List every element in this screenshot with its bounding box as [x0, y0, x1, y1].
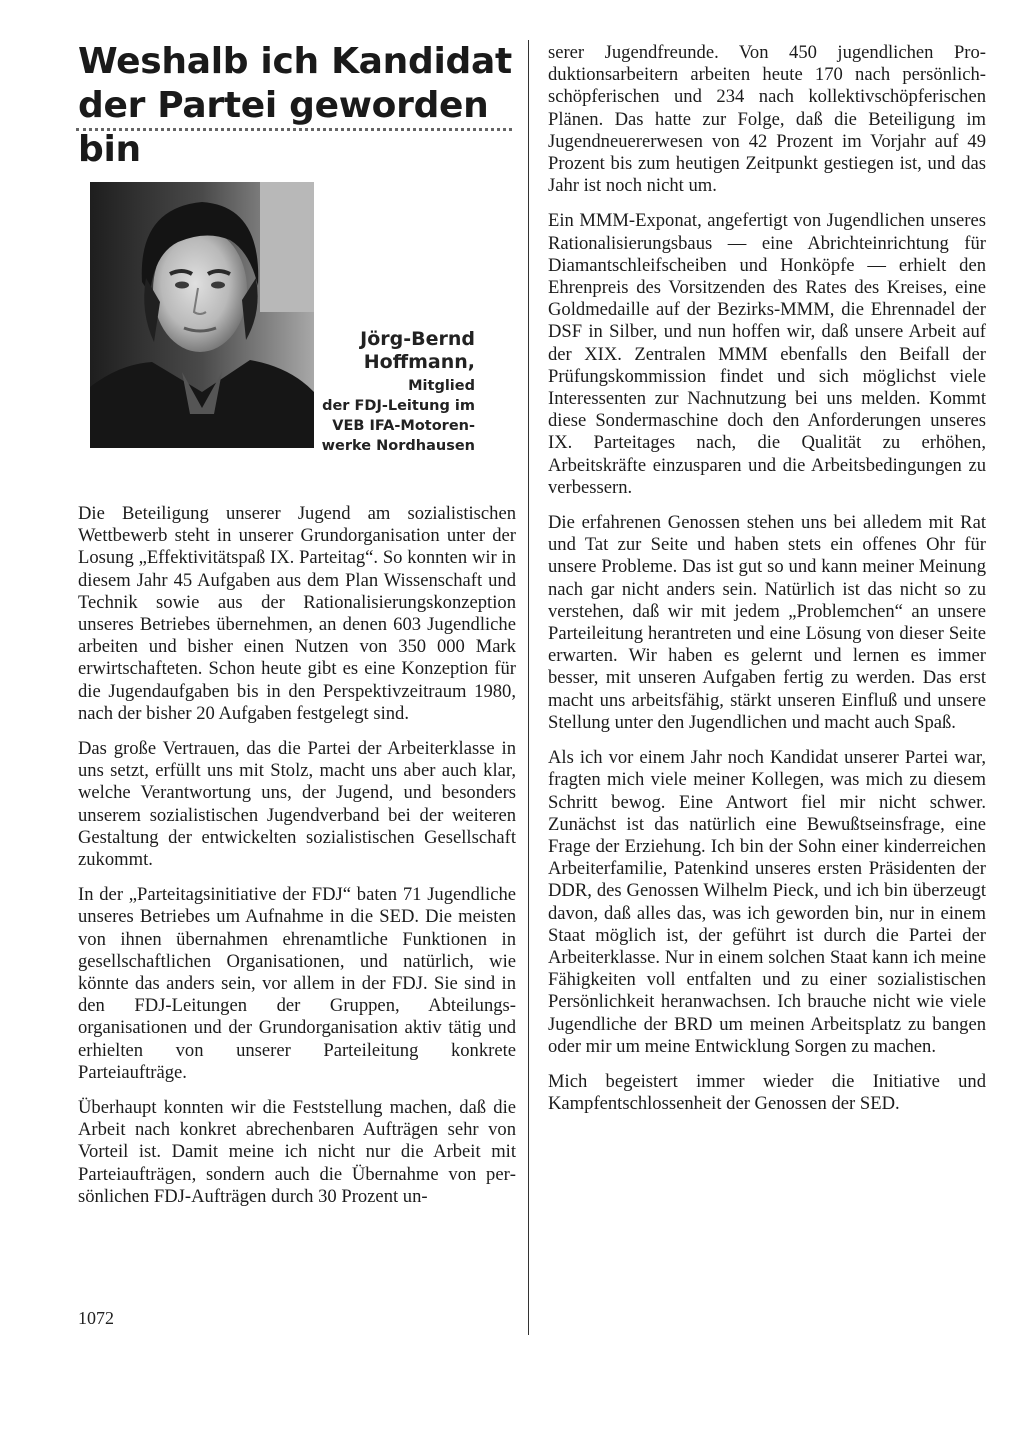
body-paragraph: Ein MMM-Exponat, angefertigt von Jugendlichen unseres Rationalisierungsbaus — eine Abrichteinrichtung für Diamantschleifscheiben und Honköpfe — erhielt den Ehrenpreis des Vorsitzenden des Rates des Kreises, eine Goldmedaille auf der Bezirks-MMM, die Ehrennadel der DSF in Silber, und nun hoffen wir, daß unsere Arbeit auf der XIX. Zentralen MMM ebenfalls den Beifall der Prüfungskommission findet und sich möglichst viele Interessenten zur Nachnutzung bei uns melden. Kommt diese Sondermaschine doch den Anforderungen unseres IX. Parteitages nach, die Qualität zu erhöhen, Arbeitskräfte einzusparen und die Arbeitsbedingungen zu verbessern.: [548, 210, 986, 498]
title-line-1: Weshalb ich Kandidat: [78, 41, 512, 82]
author-name-line-1: Jörg-Bernd: [360, 328, 475, 350]
body-paragraph: serer Jugendfreunde. Von 450 jugendlichen Produktionsarbeitern arbeiten heute 170 nach persönlich-schöpferischen und 234 nach kollektivschöpferischen Plänen. Das hatte zur Folge, daß die Beteiligung im Jugendneuererwesen von 42 Prozent im Vorjahr auf 49 Prozent bis zum heutigen Zeitpunkt gestiegen ist, und das Jahr ist noch nicht um.: [548, 42, 986, 197]
right-text-column: [548, 42, 986, 1128]
author-role-line-1: Mitglied: [408, 378, 475, 394]
author-portrait-photo: [90, 182, 314, 448]
column-divider: [528, 40, 529, 1335]
body-paragraph: Die Beteiligung unserer Jugend am sozialistischen Wettbewerb steht in unserer Grundorganisation unter der Losung „Effektivitätspaß IX. Parteitag“. So konnten wir in diesem Jahr 45 Aufgaben aus dem Plan Wissenschaft und Technik sowie aus der Rationalisierungskonzeption unseres Betriebes übernehmen, an denen 603 Jugendliche arbeiten und bisher einen Nutzen von 350 000 Mark erwirtschafteten. Schon heute gibt es eine Konzeption für die Jugendaufgaben bis in den Perspektivzeitraum 1980, nach der bisher 20 Aufgaben festgelegt sind.: [78, 503, 516, 724]
author-role-line-2: der FDJ-Leitung im: [322, 398, 475, 414]
author-role: [300, 376, 475, 456]
author-caption: [300, 328, 475, 456]
body-paragraph: Mich begeistert immer wieder die Initiative und Kampfentschlossenheit der Genossen der SED.: [548, 1070, 986, 1115]
body-paragraph: Das große Vertrauen, das die Partei der Arbeiterklasse in uns setzt, erfüllt uns mit Stolz, macht uns aber auch klar, welche Verantwortung uns, der Jugend, und besonders unserem sozialistischen Jugendverband bei der weiteren Gestaltung der entwickelten sozialistischen Gesellschaft zukommt.: [78, 738, 516, 871]
body-paragraph: Die erfahrenen Genossen stehen uns bei alledem mit Rat und Tat zur Seite und haben stets ein offenes Ohr für unsere Probleme. Das ist gut so und kann meiner Meinung nach gar nicht anders sein. Natürlich ist das nicht so zu verstehen, daß wir mit jedem „Problemchen“ an unsere Parteileitung herantreten und eine Lösung von dieser Seite erwarten. Wir haben es gelernt und lernen es immer besser, mit unseren Aufgaben fertig zu werden. Das erst macht uns arbeitsfähig, stärkt unseren Einfluß und unsere Stellung unter den Jugendlichen und macht auch Spaß.: [548, 512, 986, 733]
page-number: 1072: [78, 1308, 114, 1328]
author-role-line-3: VEB IFA-Motoren-: [332, 418, 475, 434]
left-text-column: [78, 503, 516, 1221]
body-paragraph: Überhaupt konnten wir die Feststellung machen, daß die Arbeit nach konkret abrechenbaren Aufträgen sehr von Vorteil ist. Damit meine ich nicht nur die Arbeit mit Parteiaufträgen, sondern auch die Übernahme von persönlichen FDJ-Aufträgen durch 30 Prozent un-: [78, 1097, 516, 1207]
body-paragraph: Als ich vor einem Jahr noch Kandidat unserer Partei war, fragten mich viele meiner Kollegen, was mich zu diesem Schritt bewog. Eine Antwort fiel mir nicht schwer. Zunächst ist das natürlich eine Bewußtseinsfrage, eine Frage der Erziehung. Ich bin der Sohn einer kinderreichen Arbeiterfamilie, Patenkind unseres ersten Präsidenten der DDR, des Genossen Wilhelm Pieck, und ich bin überzeugt davon, daß alles das, was ich geworden bin, nur in einem Staat möglich ist, der geführt ist durch die Partei der Arbeiterklasse. Nur in einem solchen Staat kann ich meine Fähigkeiten voll entfalten und zu einer sozialistischen Persönlichkeit heranwachsen. Ich brauche nicht wie viele Jugendliche der BRD um meinen Arbeitsplatz zu bangen oder mir um meine Entwicklung Sorgen zu machen.: [548, 747, 986, 1057]
article-title: [78, 40, 518, 172]
author-name: [300, 328, 475, 374]
body-paragraph: In der „Parteitagsinitiative der FDJ“ baten 71 Jugendliche unseres Betriebes um Aufnahme in die SED. Die meisten von ihnen übernahmen ehrenamtliche Funktionen in gesellschaftlichen Organisationen, und natürlich, wie könnte das anders sein, vor allem in der FDJ. Sie sind in den FDJ-Leitungen der Gruppen, Abteilungsorganisationen und der Grundorganisation aktiv tätig und erhielten von unserer Parteileitung konkrete Parteiaufträge.: [78, 884, 516, 1083]
author-role-line-4: werke Nordhausen: [321, 438, 475, 454]
title-line-2: der Partei geworden bin: [78, 85, 489, 170]
author-name-line-2: Hoffmann,: [363, 351, 475, 373]
title-underline-divider: [76, 128, 512, 131]
